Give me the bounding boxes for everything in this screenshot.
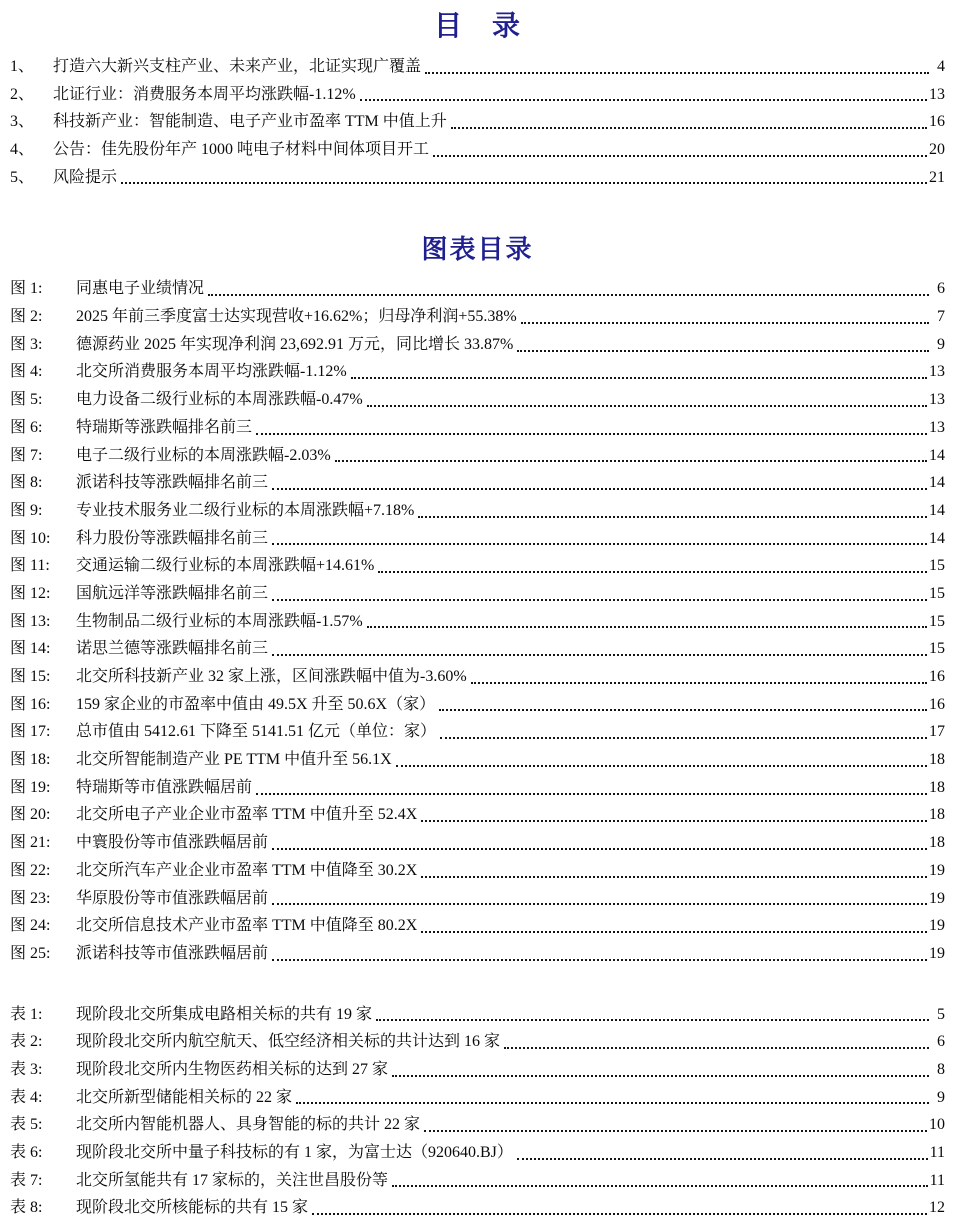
dot-leader (421, 820, 927, 822)
toc-list (10, 53, 945, 191)
entry-number: 2、 (10, 85, 35, 103)
dot-leader (439, 709, 927, 711)
dot-leader (376, 1019, 929, 1021)
entry-title: 北交所消费服务本周平均涨跌幅-1.12% (76, 363, 347, 381)
entry-page-number: 8 (937, 1060, 945, 1078)
entry-title: 特瑞斯等涨跌幅排名前三 (76, 418, 253, 436)
entry-label: 图 3: (10, 335, 43, 353)
entry-title: 北交所新型储能相关标的 22 家 (76, 1088, 293, 1106)
entry-label: 图 4: (10, 363, 43, 381)
figure-list (10, 275, 945, 967)
entry-label: 图 9: (10, 501, 43, 519)
dot-leader (378, 571, 927, 573)
entry-page-number: 19 (929, 889, 945, 907)
entry-title: 华原股份等市值涨跌幅居前 (76, 889, 269, 907)
dot-leader (272, 488, 927, 490)
entry-title: 北交所氢能共有 17 家标的，关注世昌股份等 (76, 1171, 389, 1189)
entry-title: 2025 年前三季度富士达实现营收+16.62%；归母净利润+55.38% (76, 308, 517, 326)
figure-entry[interactable] (10, 303, 945, 331)
entry-title: 北交所信息技术产业市盈率 TTM 中值降至 80.2X (76, 917, 418, 935)
entry-title: 风险提示 (53, 168, 118, 186)
entry-page-number: 12 (929, 1199, 945, 1217)
entry-label: 图 1: (10, 280, 43, 298)
entry-title: 诺思兰德等涨跌幅排名前三 (76, 640, 269, 658)
entry-number: 1、 (10, 57, 35, 75)
dot-leader (272, 654, 927, 656)
entry-label: 表 3: (10, 1060, 43, 1078)
entry-page-number: 13 (929, 418, 945, 436)
entry-page-number: 19 (929, 917, 945, 935)
entry-title: 公告：佳先股份年产 1000 吨电子材料中间体项目开工 (53, 141, 430, 159)
entry-label: 图 23: (10, 889, 51, 907)
entry-label: 图 21: (10, 834, 51, 852)
entry-title: 特瑞斯等市值涨跌幅居前 (76, 778, 253, 796)
entry-page-number: 16 (929, 668, 945, 686)
entry-page-number: 9 (937, 1088, 945, 1106)
entry-page-number: 17 (929, 723, 945, 741)
entry-label: 图 22: (10, 861, 51, 879)
entry-label: 图 6: (10, 418, 43, 436)
entry-page-number: 18 (929, 778, 945, 796)
entry-title: 打造六大新兴支柱产业、未来产业，北证实现广覆盖 (53, 57, 422, 75)
figure-entry[interactable] (10, 746, 945, 774)
entry-page-number: 14 (929, 446, 945, 464)
entry-label: 图 8: (10, 474, 43, 492)
entry-title: 科力股份等涨跌幅排名前三 (76, 529, 269, 547)
table-entry[interactable] (10, 1084, 945, 1112)
entry-page-number: 11 (929, 1144, 945, 1162)
dot-leader (421, 931, 927, 933)
entry-page-number: 4 (937, 57, 945, 75)
entry-page-number: 14 (929, 501, 945, 519)
dot-leader (433, 155, 927, 157)
dot-leader (517, 1158, 928, 1160)
entry-label: 表 2: (10, 1033, 43, 1051)
entry-title: 北交所电子产业企业市盈率 TTM 中值升至 52.4X (76, 806, 418, 824)
entry-page-number: 15 (929, 584, 945, 602)
entry-title: 派诺科技等涨跌幅排名前三 (76, 474, 269, 492)
table-entry[interactable] (10, 1194, 945, 1222)
entry-title: 中寰股份等市值涨跌幅居前 (76, 834, 269, 852)
entry-label: 表 7: (10, 1171, 43, 1189)
dot-leader (440, 737, 927, 739)
figure-entry[interactable] (10, 608, 945, 636)
entry-title: 北交所内智能机器人、具身智能的标的共计 22 家 (76, 1116, 421, 1134)
entry-page-number: 5 (937, 1005, 945, 1023)
entry-title: 同惠电子业绩情况 (76, 280, 205, 298)
figure-entry[interactable] (10, 442, 945, 470)
dot-leader (208, 294, 929, 296)
dot-leader (521, 322, 929, 324)
table-entry[interactable] (10, 1056, 945, 1084)
dot-leader (425, 72, 929, 74)
entry-label: 图 17: (10, 723, 51, 741)
entry-label: 图 14: (10, 640, 51, 658)
entry-page-number: 7 (937, 308, 945, 326)
dot-leader (121, 182, 927, 184)
figures-section-title: 图表目录 (421, 235, 534, 265)
figure-entry[interactable] (10, 663, 945, 691)
entry-page-number: 21 (929, 168, 945, 186)
entry-label: 图 18: (10, 751, 51, 769)
entry-label: 图 16: (10, 695, 51, 713)
entry-label: 图 15: (10, 668, 51, 686)
entry-label: 表 5: (10, 1116, 43, 1134)
entry-title: 北交所智能制造产业 PE TTM 中值升至 56.1X (76, 751, 392, 769)
entry-label: 图 12: (10, 584, 51, 602)
entry-page-number: 20 (929, 141, 945, 159)
entry-number: 5、 (10, 168, 35, 186)
figure-entry[interactable] (10, 912, 945, 940)
figure-entry[interactable] (10, 497, 945, 525)
entry-label: 图 19: (10, 778, 51, 796)
entry-page-number: 18 (929, 751, 945, 769)
entry-page-number: 16 (929, 113, 945, 131)
entry-label: 图 13: (10, 612, 51, 630)
entry-title: 现阶段北交所集成电路相关标的共有 19 家 (76, 1005, 373, 1023)
entry-title: 北交所科技新产业 32 家上涨，区间涨跌幅中值为-3.60% (76, 668, 467, 686)
table-entry[interactable] (10, 1028, 945, 1056)
entry-label: 图 5: (10, 391, 43, 409)
entry-page-number: 15 (929, 640, 945, 658)
entry-title: 交通运输二级行业标的本周涨跌幅+14.61% (76, 557, 375, 575)
entry-title: 科技新产业：智能制造、电子产业市盈率 TTM 中值上升 (53, 113, 447, 131)
entry-page-number: 10 (929, 1116, 945, 1134)
entry-page-number: 13 (929, 391, 945, 409)
dot-leader (451, 127, 927, 129)
dot-leader (272, 959, 927, 961)
entry-label: 图 11: (10, 557, 50, 575)
figure-entry[interactable] (10, 331, 945, 359)
toc-entry[interactable] (10, 164, 945, 192)
entry-label: 表 8: (10, 1199, 43, 1217)
dot-leader (272, 599, 927, 601)
table-list (10, 1001, 945, 1222)
toc-entry[interactable] (10, 53, 945, 81)
entry-title: 派诺科技等市值涨跌幅居前 (76, 944, 269, 962)
dot-leader (421, 876, 927, 878)
dot-leader (471, 682, 927, 684)
table-entry[interactable] (10, 1111, 945, 1139)
entry-title: 电子二级行业标的本周涨跌幅-2.03% (76, 446, 331, 464)
entry-page-number: 16 (929, 695, 945, 713)
entry-page-number: 18 (929, 834, 945, 852)
toc-entry[interactable] (10, 108, 945, 136)
entry-title: 现阶段北交所核能标的共有 15 家 (76, 1199, 309, 1217)
entry-title: 现阶段北交所中量子科技标的有 1 家，为富士达（920640.BJ） (76, 1144, 513, 1162)
dot-leader (256, 433, 927, 435)
entry-label: 表 1: (10, 1005, 43, 1023)
dot-leader (335, 460, 927, 462)
figure-entry[interactable] (10, 580, 945, 608)
entry-title: 德源药业 2025 年实现净利润 23,692.91 万元，同比增长 33.87% (76, 335, 514, 353)
figure-entry[interactable] (10, 940, 945, 968)
figure-entry[interactable] (10, 691, 945, 719)
entry-label: 图 25: (10, 944, 51, 962)
entry-label: 图 7: (10, 446, 43, 464)
entry-page-number: 11 (929, 1171, 945, 1189)
figure-entry[interactable] (10, 829, 945, 857)
dot-leader (424, 1130, 927, 1132)
table-entry[interactable] (10, 1139, 945, 1167)
entry-number: 4、 (10, 141, 35, 159)
entry-title: 专业技术服务业二级行业标的本周涨跌幅+7.18% (76, 501, 415, 519)
figure-entry[interactable] (10, 386, 945, 414)
entry-label: 图 10: (10, 529, 51, 547)
dot-leader (360, 99, 927, 101)
figure-entry[interactable] (10, 635, 945, 663)
table-entry[interactable] (10, 1001, 945, 1029)
entry-page-number: 13 (929, 85, 945, 103)
entry-title: 总市值由 5412.61 下降至 5141.51 亿元（单位：家） (76, 723, 437, 741)
entry-label: 表 4: (10, 1088, 43, 1106)
figure-entry[interactable] (10, 774, 945, 802)
entry-page-number: 9 (937, 335, 945, 353)
dot-leader (367, 626, 927, 628)
entry-label: 图 2: (10, 308, 43, 326)
table-entry[interactable] (10, 1167, 945, 1195)
entry-title: 现阶段北交所内航空航天、低空经济相关标的共计达到 16 家 (76, 1033, 501, 1051)
dot-leader (392, 1075, 929, 1077)
entry-title: 现阶段北交所内生物医药相关标的达到 27 家 (76, 1060, 389, 1078)
toc-entry[interactable] (10, 81, 945, 109)
figure-entry[interactable] (10, 525, 945, 553)
entry-label: 图 24: (10, 917, 51, 935)
toc-entry[interactable] (10, 136, 945, 164)
dot-leader (396, 765, 927, 767)
entry-page-number: 13 (929, 363, 945, 381)
dot-leader (517, 350, 929, 352)
entry-page-number: 14 (929, 474, 945, 492)
entry-title: 生物制品二级行业标的本周涨跌幅-1.57% (76, 612, 363, 630)
entry-label: 表 6: (10, 1144, 43, 1162)
figure-entry[interactable] (10, 359, 945, 387)
entry-title: 北交所汽车产业企业市盈率 TTM 中值降至 30.2X (76, 861, 418, 879)
dot-leader (392, 1185, 928, 1187)
entry-title: 北证行业：消费服务本周平均涨跌幅-1.12% (53, 85, 356, 103)
entry-title: 159 家企业的市盈率中值由 49.5X 升至 50.6X（家） (76, 695, 436, 713)
entry-number: 3、 (10, 113, 35, 131)
dot-leader (256, 793, 927, 795)
entry-page-number: 15 (929, 557, 945, 575)
dot-leader (504, 1047, 929, 1049)
entry-page-number: 19 (929, 944, 945, 962)
entry-title: 国航远洋等涨跌幅排名前三 (76, 584, 269, 602)
dot-leader (272, 543, 927, 545)
entry-page-number: 18 (929, 806, 945, 824)
dot-leader (367, 405, 927, 407)
dot-leader (296, 1102, 929, 1104)
dot-leader (272, 903, 927, 905)
entry-page-number: 14 (929, 529, 945, 547)
entry-title: 电力设备二级行业标的本周涨跌幅-0.47% (76, 391, 363, 409)
dot-leader (351, 377, 927, 379)
figure-entry[interactable] (10, 552, 945, 580)
entry-page-number: 15 (929, 612, 945, 630)
figure-entry[interactable] (10, 469, 945, 497)
dot-leader (418, 516, 927, 518)
entry-page-number: 19 (929, 861, 945, 879)
figure-entry[interactable] (10, 275, 945, 303)
entry-label: 图 20: (10, 806, 51, 824)
dot-leader (272, 848, 927, 850)
dot-leader (312, 1213, 927, 1215)
toc-title: 目 录 (433, 11, 521, 42)
entry-page-number: 6 (937, 280, 945, 298)
figure-entry[interactable] (10, 857, 945, 885)
entry-page-number: 6 (937, 1033, 945, 1051)
figure-entry[interactable] (10, 802, 945, 830)
figure-entry[interactable] (10, 414, 945, 442)
figure-entry[interactable] (10, 885, 945, 913)
figure-entry[interactable] (10, 718, 945, 746)
